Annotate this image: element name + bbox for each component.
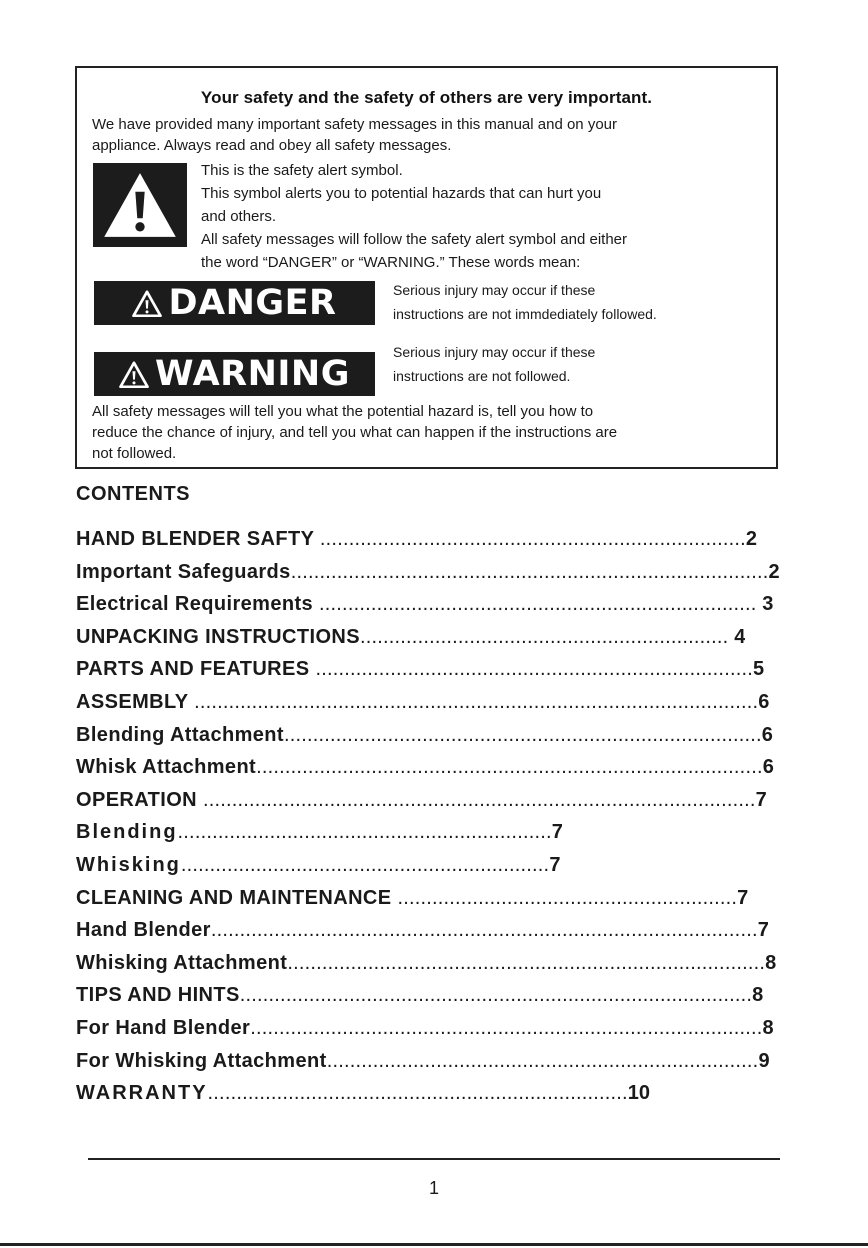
toc-entry-page: 7 bbox=[737, 886, 749, 909]
toc-entry-title: Whisking Attachment bbox=[76, 951, 288, 974]
toc-entry-leader: ................................................................ bbox=[180, 854, 550, 876]
danger-label: DANGER bbox=[168, 283, 337, 323]
safety-footer bbox=[92, 401, 617, 464]
toc-entry-leader: .......................................................................... bbox=[319, 528, 746, 550]
safety-notice-box bbox=[75, 66, 778, 469]
toc-entry-leader: ................................................................................... bbox=[287, 951, 766, 974]
toc-entry-leader: ................................................................................... bbox=[290, 560, 769, 583]
toc-entry bbox=[76, 593, 773, 619]
toc-entry bbox=[76, 658, 764, 684]
toc-entry-title: Electrical Requirements bbox=[76, 593, 320, 616]
warning-label: WARNING bbox=[155, 354, 350, 394]
toc-entry-page: 4 bbox=[734, 625, 746, 648]
toc-entry-title: Hand Blender bbox=[76, 919, 211, 942]
toc-entry-page: 10 bbox=[627, 1082, 651, 1105]
alert-line: All safety messages will follow the safety alert symbol and either bbox=[201, 231, 628, 248]
toc-entry-page: 6 bbox=[761, 723, 773, 746]
warning-description bbox=[393, 340, 595, 388]
toc-entry-title: Important Safeguards bbox=[76, 560, 291, 583]
toc-entry-title: Blending bbox=[76, 821, 178, 844]
toc-entry-leader: ........................................................................... bbox=[326, 1049, 759, 1072]
toc-entry bbox=[76, 756, 774, 782]
toc-entry-page: 5 bbox=[752, 658, 765, 681]
safety-alert-symbol bbox=[93, 163, 187, 247]
toc-entry-title: WARRANTY bbox=[76, 1082, 208, 1105]
contents-heading: CONTENTS bbox=[76, 483, 190, 505]
toc-entry-page: 8 bbox=[765, 951, 777, 974]
toc-entry bbox=[76, 821, 563, 847]
toc-entry-leader: .................................................................................................. bbox=[194, 691, 759, 713]
alert-triangle-icon bbox=[132, 290, 162, 317]
toc-entry-leader: ............................................................................................... bbox=[210, 919, 758, 942]
toc-entry-leader: ................................................................ bbox=[360, 625, 735, 648]
toc-entry bbox=[76, 1017, 774, 1043]
toc-entry bbox=[76, 952, 776, 978]
toc-entry-title: Blending Attachment bbox=[76, 723, 284, 746]
toc-entry bbox=[76, 561, 780, 587]
toc-entry bbox=[76, 724, 773, 750]
safety-intro-line: We have provided many important safety messages in this manual and on your bbox=[92, 116, 617, 133]
footer-divider bbox=[88, 1158, 780, 1160]
safety-footer-line: All safety messages will tell you what the potential hazard is, tell you how to bbox=[92, 403, 594, 420]
danger-banner bbox=[94, 281, 375, 325]
toc-entry bbox=[76, 691, 769, 717]
alert-line: the word “DANGER” or “WARNING.” These words mean: bbox=[201, 254, 581, 271]
warning-line: instructions are not followed. bbox=[393, 368, 571, 384]
toc-entry-leader: ............................................................................ bbox=[319, 593, 763, 616]
toc-entry-leader: ......................................................................... bbox=[207, 1082, 628, 1105]
toc-entry-title: PARTS AND FEATURES bbox=[76, 658, 316, 681]
toc-entry bbox=[76, 854, 560, 880]
toc-entry-leader: ........................................................................................ bbox=[256, 756, 763, 779]
toc-entry-leader: ................................................................................................ bbox=[202, 788, 756, 811]
safety-intro bbox=[92, 114, 617, 156]
toc-entry-title: ASSEMBLY bbox=[76, 691, 195, 713]
toc-entry-leader: ........................................................... bbox=[397, 886, 738, 909]
toc-entry bbox=[76, 1050, 770, 1076]
toc-entry-page: 7 bbox=[757, 919, 769, 942]
page-number: 1 bbox=[428, 1178, 439, 1198]
toc-entry-title: UNPACKING INSTRUCTIONS bbox=[76, 625, 360, 648]
toc-entry-title: For Hand Blender bbox=[76, 1017, 251, 1039]
toc-entry bbox=[76, 789, 767, 815]
alert-line: and others. bbox=[201, 208, 277, 225]
toc-entry-title: CLEANING AND MAINTENANCE bbox=[76, 886, 398, 909]
toc-entry-page: 2 bbox=[745, 528, 758, 550]
toc-entry-page: 6 bbox=[758, 691, 770, 713]
warning-banner bbox=[94, 352, 375, 396]
alert-triangle-icon bbox=[101, 170, 179, 240]
toc-entry-title: HAND BLENDER SAFTY bbox=[76, 528, 320, 550]
alert-explanation bbox=[201, 160, 627, 275]
toc-entry-page: 6 bbox=[762, 756, 774, 779]
toc-entry-title: OPERATION bbox=[76, 788, 203, 811]
alert-triangle-icon bbox=[119, 361, 149, 388]
safety-intro-line: appliance. Always read and obey all safety messages. bbox=[92, 137, 452, 154]
toc-entry-leader: ................................................................................... bbox=[283, 723, 762, 746]
toc-entry-title: Whisk Attachment bbox=[76, 756, 257, 779]
toc-entry-page: 7 bbox=[551, 821, 563, 844]
toc-entry-title: For Whisking Attachment bbox=[76, 1049, 327, 1072]
toc-entry-page: 7 bbox=[549, 854, 561, 876]
toc-entry bbox=[76, 984, 763, 1010]
toc-entry-page: 8 bbox=[762, 1017, 774, 1039]
safety-footer-line: not followed. bbox=[92, 445, 177, 462]
toc-entry-title: TIPS AND HINTS bbox=[76, 984, 240, 1007]
toc-entry-leader: ................................................................. bbox=[177, 821, 552, 844]
toc-entry-page: 7 bbox=[755, 788, 767, 811]
danger-line: instructions are not immdediately followed. bbox=[393, 306, 657, 322]
toc-entry-page: 2 bbox=[768, 560, 780, 583]
warning-line: Serious injury may occur if these bbox=[393, 344, 596, 360]
toc-entry-leader: ......................................................................................... bbox=[239, 984, 753, 1007]
toc-entry bbox=[76, 919, 769, 945]
alert-line: This is the safety alert symbol. bbox=[201, 162, 403, 179]
toc-entry bbox=[76, 1082, 650, 1108]
danger-line: Serious injury may occur if these bbox=[393, 282, 596, 298]
toc-entry-title: Whisking bbox=[76, 854, 181, 876]
toc-entry-leader: ......................................................................................... bbox=[250, 1017, 763, 1039]
toc-entry-page: 3 bbox=[762, 593, 774, 616]
alert-line: This symbol alerts you to potential hazards that can hurt you bbox=[201, 185, 602, 202]
danger-description bbox=[393, 278, 657, 326]
page-bottom-edge bbox=[0, 1243, 868, 1246]
toc-entry-page: 9 bbox=[758, 1049, 770, 1072]
toc-entry-leader: ............................................................................ bbox=[315, 658, 753, 681]
safety-footer-line: reduce the chance of injury, and tell you what can happen if the instructions are bbox=[92, 424, 618, 441]
toc-entry bbox=[76, 528, 757, 554]
toc-entry bbox=[76, 626, 745, 652]
toc-entry bbox=[76, 887, 748, 913]
toc-entry-page: 8 bbox=[752, 984, 764, 1007]
safety-title: Your safety and the safety of others are very important. bbox=[200, 88, 653, 107]
